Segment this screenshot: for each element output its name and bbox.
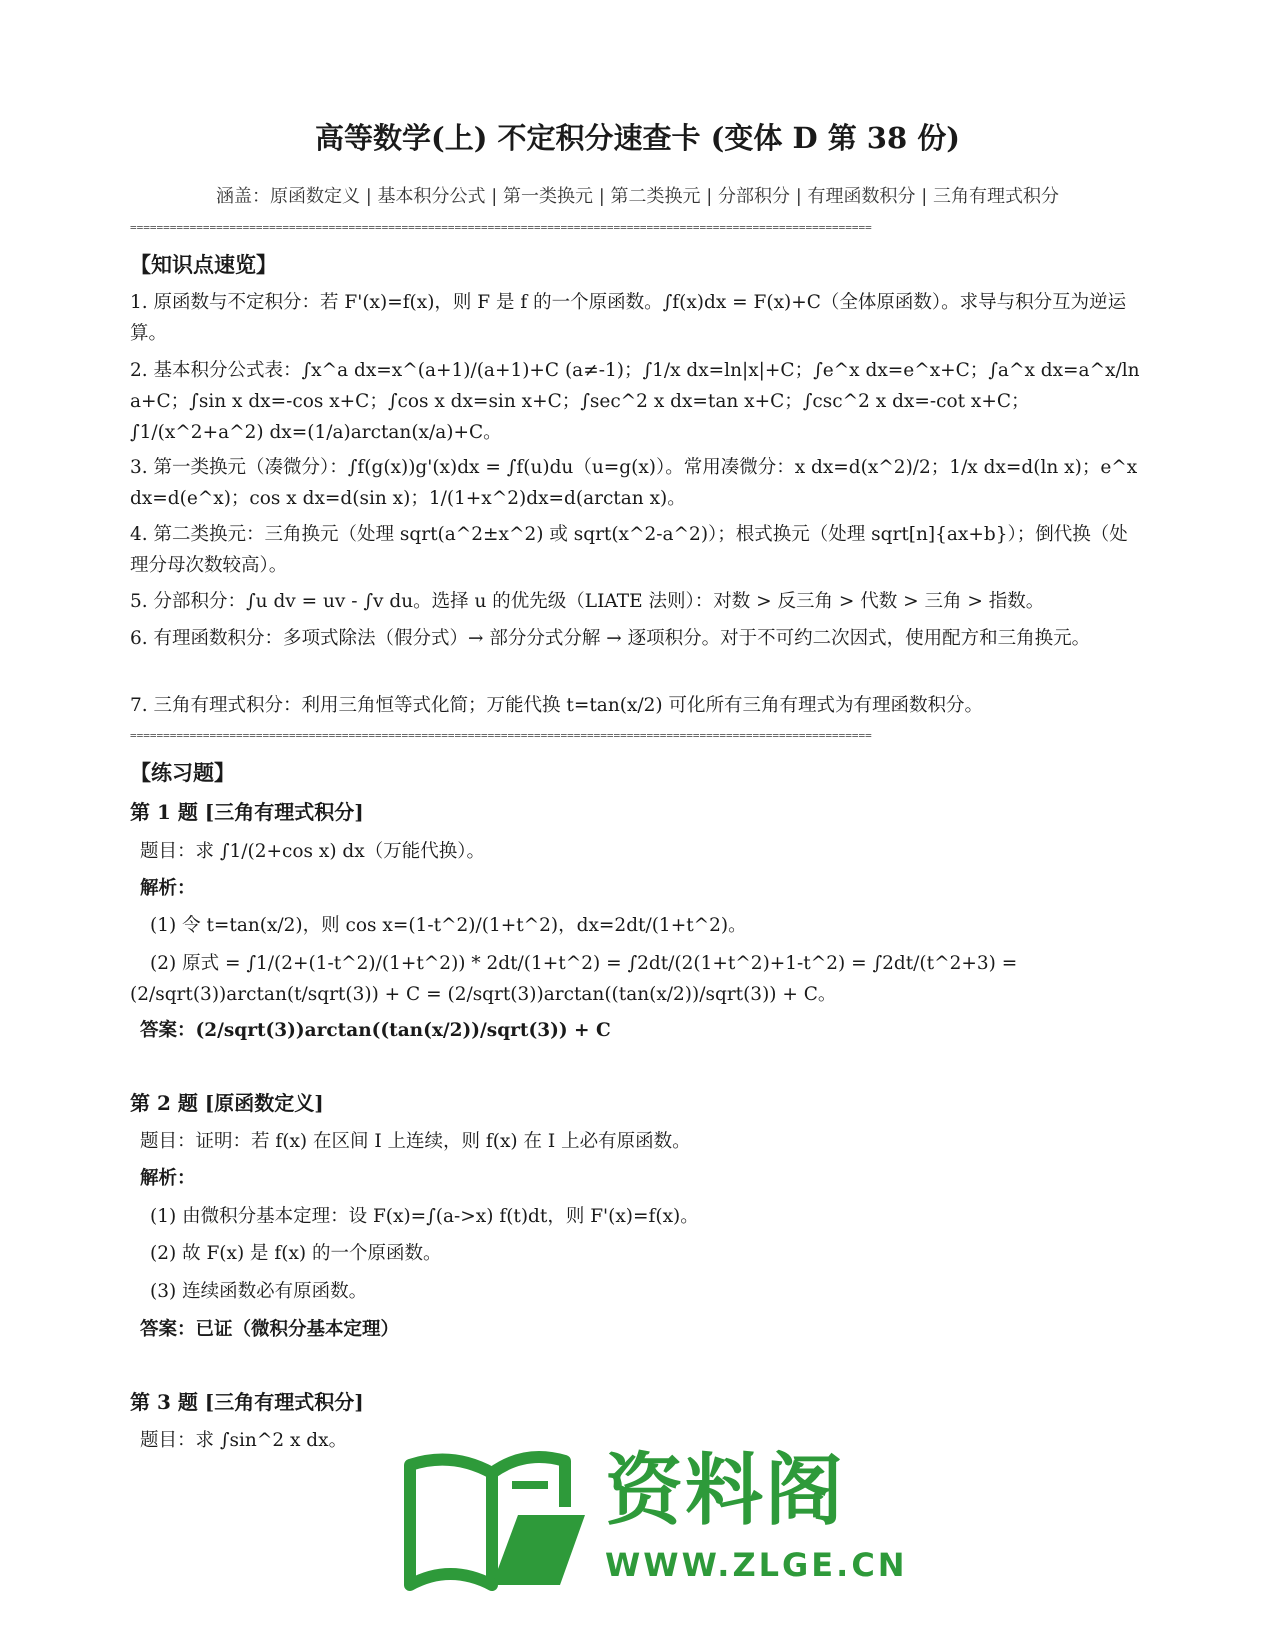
question-2-step-1: (1) 由微积分基本定理：设 F(x)=∫(a->x) f(t)dt，则 F'(x)=f(x)。 xyxy=(150,1206,699,1227)
question-2-analysis-label: 解析： xyxy=(140,1168,196,1189)
question-1-answer: 答案：(2/sqrt(3))arctan((tan(x/2))/sqrt(3)) + C xyxy=(140,1020,611,1041)
watermark-text: 资料阁 xyxy=(605,1446,846,1536)
question-3-heading: 第 3 题 [三角有理式积分] xyxy=(130,1390,364,1414)
divider: ================================================================================================================ xyxy=(130,221,872,234)
knowledge-item-4: 4. 第二类换元：三角换元（处理 sqrt(a^2±x^2) 或 sqrt(x^2-a^2)）；根式换元（处理 sqrt[n]{ax+b}）；倒代换（处理分母次数较高）。 xyxy=(130,524,1128,576)
knowledge-item-2: 2. 基本积分公式表：∫x^a dx=x^(a+1)/(a+1)+C (a≠-1)；∫1/x dx=ln|x|+C；∫e^x dx=e^x+C；∫a^x dx=a^x/ln a+C；∫sin x dx=-cos x+C；∫cos x dx=sin x+C；∫sec^2 x dx=tan x+C；∫csc^2 x dx=-cot x+C；∫1/(x^2+a^2) dx=(1/a)arctan(x/a)+C。 xyxy=(130,360,1140,443)
watermark-url: WWW.ZLGE.CN xyxy=(605,1546,908,1584)
question-1-step-1: (1) 令 t=tan(x/2)，则 cos x=(1-t^2)/(1+t^2)，dx=2dt/(1+t^2)。 xyxy=(150,915,747,936)
question-3-problem: 题目：求 ∫sin^2 x dx。 xyxy=(140,1430,348,1451)
knowledge-item-1: 1. 原函数与不定积分：若 F'(x)=f(x)，则 F 是 f 的一个原函数。∫f(x)dx = F(x)+C（全体原函数）。求导与积分互为逆运算。 xyxy=(130,292,1127,344)
knowledge-item-3: 3. 第一类换元（凑微分）：∫f(g(x))g'(x)dx = ∫f(u)du（u=g(x)）。常用凑微分：x dx=d(x^2)/2；1/x dx=d(ln x)；e^x dx=d(e^x)；cos x dx=d(sin x)；1/(1+x^2)dx=d(arctan x)。 xyxy=(130,457,1138,509)
page-title: 高等数学(上) 不定积分速查卡 (变体 D 第 38 份) xyxy=(315,121,960,155)
question-2-step-2: (2) 故 F(x) 是 f(x) 的一个原函数。 xyxy=(150,1243,442,1264)
question-1-problem: 题目：求 ∫1/(2+cos x) dx（万能代换）。 xyxy=(140,841,485,862)
watermark-logo xyxy=(400,1445,908,1595)
question-1-step-2: (2) 原式 = ∫1/(2+(1-t^2)/(1+t^2)) * 2dt/(1+t^2) = ∫2dt/(2(1+t^2)+1-t^2) = ∫2dt/(t^2+3) = (2/sqrt(3))arctan(t/sqrt(3)) + C = (2/sqrt(3))arctan((tan(x/2))/sqrt(3)) + C。 xyxy=(130,953,1018,1005)
exercises-heading: 【练习题】 xyxy=(130,760,235,785)
question-1-analysis-label: 解析： xyxy=(140,878,196,899)
question-2-heading: 第 2 题 [原函数定义] xyxy=(130,1091,324,1115)
question-2-answer: 答案：已证（微积分基本定理） xyxy=(140,1319,400,1340)
knowledge-item-5: 5. 分部积分：∫u dv = uv - ∫v du。选择 u 的优先级（LIATE 法则）：对数 > 反三角 > 代数 > 三角 > 指数。 xyxy=(130,591,1045,612)
question-1-heading: 第 1 题 [三角有理式积分] xyxy=(130,800,364,824)
divider: ================================================================================================================ xyxy=(130,729,872,742)
open-book-icon xyxy=(400,1445,590,1595)
page-subtitle: 涵盖：原函数定义 | 基本积分公式 | 第一类换元 | 第二类换元 | 分部积分 | 有理函数积分 | 三角有理式积分 xyxy=(215,186,1060,207)
question-2-step-3: (3) 连续函数必有原函数。 xyxy=(150,1281,368,1302)
question-2-problem: 题目：证明：若 f(x) 在区间 I 上连续，则 f(x) 在 I 上必有原函数。 xyxy=(140,1131,691,1152)
knowledge-item-7: 7. 三角有理式积分：利用三角恒等式化简；万能代换 t=tan(x/2) 可化所有三角有理式为有理函数积分。 xyxy=(130,695,983,716)
knowledge-heading: 【知识点速览】 xyxy=(130,252,277,277)
knowledge-item-6: 6. 有理函数积分：多项式除法（假分式）→ 部分分式分解 → 逐项积分。对于不可约二次因式，使用配方和三角换元。 xyxy=(130,628,1091,649)
